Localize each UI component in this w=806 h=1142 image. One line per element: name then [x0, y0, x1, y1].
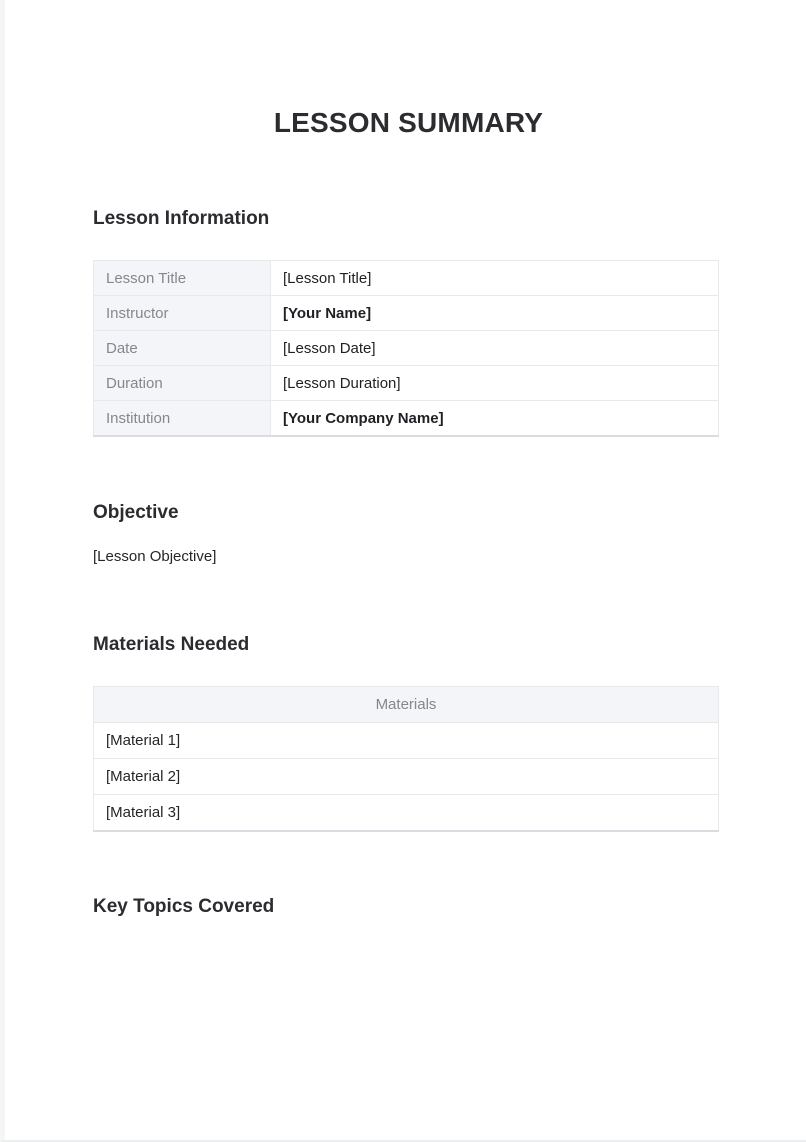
column-header-materials: Materials	[94, 687, 719, 723]
table-row	[94, 723, 719, 759]
table-header-row	[94, 687, 719, 723]
objective-text: [Lesson Objective]	[93, 547, 217, 565]
lesson-information-table-wrap	[93, 231, 724, 437]
materials-table-body	[94, 723, 719, 832]
table-row	[94, 795, 719, 832]
table-row	[94, 296, 719, 331]
row-value: [Lesson Title]	[271, 261, 719, 296]
material-item: [Material 2]	[94, 759, 719, 795]
row-label: Lesson Title	[94, 261, 271, 296]
lesson-information-table	[93, 260, 719, 437]
table-row	[94, 759, 719, 795]
table-row	[94, 401, 719, 437]
table-row	[94, 261, 719, 296]
materials-table	[93, 686, 719, 832]
lesson-information-table-body	[94, 261, 719, 437]
materials-table-head	[94, 687, 719, 723]
row-label: Date	[94, 331, 271, 366]
section-heading-objective: Objective	[93, 502, 179, 524]
table-row	[94, 366, 719, 401]
materials-table-wrap	[93, 657, 724, 832]
material-item: [Material 1]	[94, 723, 719, 759]
row-label: Duration	[94, 366, 271, 401]
material-item: [Material 3]	[94, 795, 719, 832]
row-label: Institution	[94, 401, 271, 437]
row-value: [Your Company Name]	[271, 401, 719, 437]
page-title: LESSON SUMMARY	[273, 107, 544, 138]
document-content	[5, 0, 806, 920]
section-heading-materials-needed: Materials Needed	[93, 633, 250, 655]
table-row	[94, 331, 719, 366]
section-heading-lesson-information: Lesson Information	[93, 207, 270, 229]
row-label: Instructor	[94, 296, 271, 331]
section-heading-key-topics-covered: Key Topics Covered	[93, 896, 275, 918]
row-value: [Your Name]	[271, 296, 719, 331]
row-value: [Lesson Date]	[271, 331, 719, 366]
row-value: [Lesson Duration]	[271, 366, 719, 401]
